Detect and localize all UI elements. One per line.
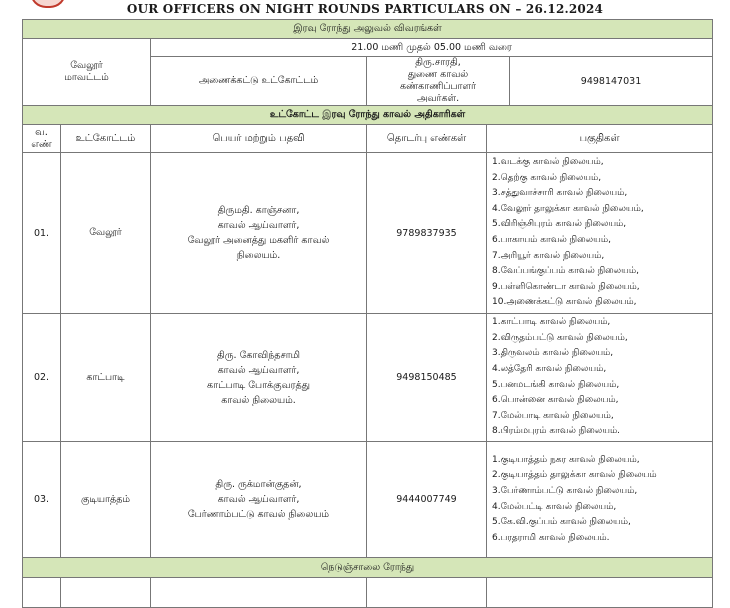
row-phone: 9444007749 bbox=[367, 442, 487, 558]
supervisor-name bbox=[367, 57, 510, 106]
area-item: 5.பனமடங்கி காவல் நிலையம், bbox=[492, 379, 620, 390]
row-subdivision: குடியாத்தம் bbox=[61, 442, 151, 558]
area-item: 8.பிரம்மபுரம் காவல் நிலையம். bbox=[492, 426, 621, 437]
supervisor-name-line3: அவர்கள். bbox=[416, 93, 460, 104]
table-row bbox=[23, 153, 713, 314]
row-phone: 9498150485 bbox=[367, 314, 487, 442]
area-item: 10.அணைக்கட்டு காவல் நிலையம், bbox=[492, 297, 637, 308]
officer-line: பேர்ணாம்பட்டு காவல் நிலையம் bbox=[187, 509, 330, 520]
subtitle-band: இரவு ரோந்து அலுவல் விவரங்கள் bbox=[23, 20, 713, 39]
officer-line: காவல் நிலையம். bbox=[221, 394, 296, 406]
row-officer bbox=[151, 442, 367, 558]
district-line1: வேலூர் bbox=[70, 60, 103, 71]
header-sno-line1: வ. bbox=[35, 126, 48, 138]
table-row-partial bbox=[23, 578, 713, 608]
row-subdivision: காட்பாடி bbox=[61, 314, 151, 442]
table-row bbox=[23, 442, 713, 558]
area-item: 1.குடியாத்தம் நகர காவல் நிலையம், bbox=[492, 454, 640, 465]
area-item: 2.குடியாத்தம் தாலுக்கா காவல் நிலையம் bbox=[492, 470, 657, 481]
header-areas: பகுதிகள் bbox=[487, 125, 713, 153]
area-item: 6.பொன்னை காவல் நிலையம், bbox=[492, 395, 619, 406]
header-sno-line2: எண் bbox=[31, 138, 52, 150]
officer-line: வேலூர் அனைத்து மகளிர் காவல் bbox=[187, 235, 330, 246]
area-item: 3.திருவலம் காவல் நிலையம், bbox=[492, 348, 614, 359]
area-item: 4.வேலூர் தாலுக்கா காவல் நிலையம், bbox=[492, 203, 644, 214]
header-sno bbox=[23, 125, 61, 153]
district-cell bbox=[23, 39, 151, 106]
area-item: 4.லத்தேரி காவல் நிலையம், bbox=[492, 363, 607, 374]
section-title: உட்கோட்ட இரவு ரோந்து காவல் அதிகாரிகள் bbox=[23, 106, 713, 125]
header-name: பெயர் மற்றும் பதவி bbox=[151, 125, 367, 153]
officer-line: திரு. ருக்மான்குதன், bbox=[215, 479, 302, 490]
night-rounds-table bbox=[22, 19, 713, 608]
row-officer bbox=[151, 153, 367, 314]
row-subdivision: வேலூர் bbox=[61, 153, 151, 314]
table-row bbox=[23, 314, 713, 442]
area-item: 3.பேர்ணாம்பட்டு காவல் நிலையம், bbox=[492, 485, 638, 496]
area-item: 3.சத்துவாச்சாரி காவல் நிலையம், bbox=[492, 188, 628, 199]
area-item: 9.பள்ளிகொண்டா காவல் நிலையம், bbox=[492, 281, 640, 292]
area-item: 1.வடக்கு காவல் நிலையம், bbox=[492, 157, 604, 168]
officer-line: திரு. கோவிந்தசாமி bbox=[216, 349, 301, 361]
row-sno: 01. bbox=[23, 153, 61, 314]
officer-line: நிலையம். bbox=[236, 250, 281, 261]
supervisor-name-line2: துணை காவல் கண்காணிப்பாளர் bbox=[400, 69, 476, 92]
row-phone: 9789837935 bbox=[367, 153, 487, 314]
header-contact: தொடர்பு எண்கள் bbox=[367, 125, 487, 153]
page-title: OUR OFFICERS ON NIGHT ROUNDS PARTICULARS ON – 26.12.2024 bbox=[126, 2, 604, 16]
highway-patrol-band: நெடுஞ்சாலை ரோந்து bbox=[23, 558, 713, 578]
row-officer bbox=[151, 314, 367, 442]
officer-line: திருமதி. காஞ்சனா, bbox=[217, 205, 300, 216]
area-item: 6.பரதராமி காவல் நிலையம். bbox=[492, 532, 610, 543]
officer-line: காவல் ஆய்வாளர், bbox=[217, 494, 300, 505]
area-item: 4.மேல்பட்டி காவல் நிலையம், bbox=[492, 501, 617, 512]
time-range: 21.00 மணி முதல் 05.00 மணி வரை bbox=[151, 39, 713, 57]
supervisor-name-line1: திரு.சாரதி, bbox=[415, 57, 461, 68]
row-areas bbox=[487, 442, 713, 558]
officer-line: காவல் ஆய்வாளர், bbox=[217, 220, 300, 231]
district-line2: மாவட்டம் bbox=[64, 72, 109, 83]
area-item: 8.வேப்பங்குப்பம் காவல் நிலையம், bbox=[492, 266, 639, 277]
area-item: 7.அரியூர் காவல் நிலையம், bbox=[492, 250, 605, 261]
area-item: 2.விருதம்பட்டு காவல் நிலையம், bbox=[492, 332, 628, 343]
area-item: 7.மேல்பாடி காவல் நிலையம், bbox=[492, 410, 614, 421]
area-item: 6.பாகாயம் காவல் நிலையம், bbox=[492, 235, 611, 245]
area-item: 5.விரிஞ்சிபுரம் காவல் நிலையம், bbox=[492, 219, 627, 230]
officer-line: காட்பாடி போக்குவரத்து bbox=[207, 379, 310, 391]
area-item: 5.கே.வி.குப்பம் காவல் நிலையம், bbox=[492, 517, 631, 528]
row-sno: 02. bbox=[23, 314, 61, 442]
area-item: 2.தெற்கு காவல் நிலையம், bbox=[492, 172, 602, 183]
row-areas bbox=[487, 314, 713, 442]
row-sno: 03. bbox=[23, 442, 61, 558]
header-subdivision: உட்கோட்டம் bbox=[61, 125, 151, 153]
row-areas bbox=[487, 153, 713, 314]
supervisor-phone: 9498147031 bbox=[510, 57, 713, 106]
supervisor-subdivision: அணைக்கட்டு உட்கோட்டம் bbox=[151, 57, 367, 106]
officer-line: காவல் ஆய்வாளர், bbox=[217, 364, 300, 376]
area-item: 1.காட்பாடி காவல் நிலையம், bbox=[492, 317, 611, 328]
